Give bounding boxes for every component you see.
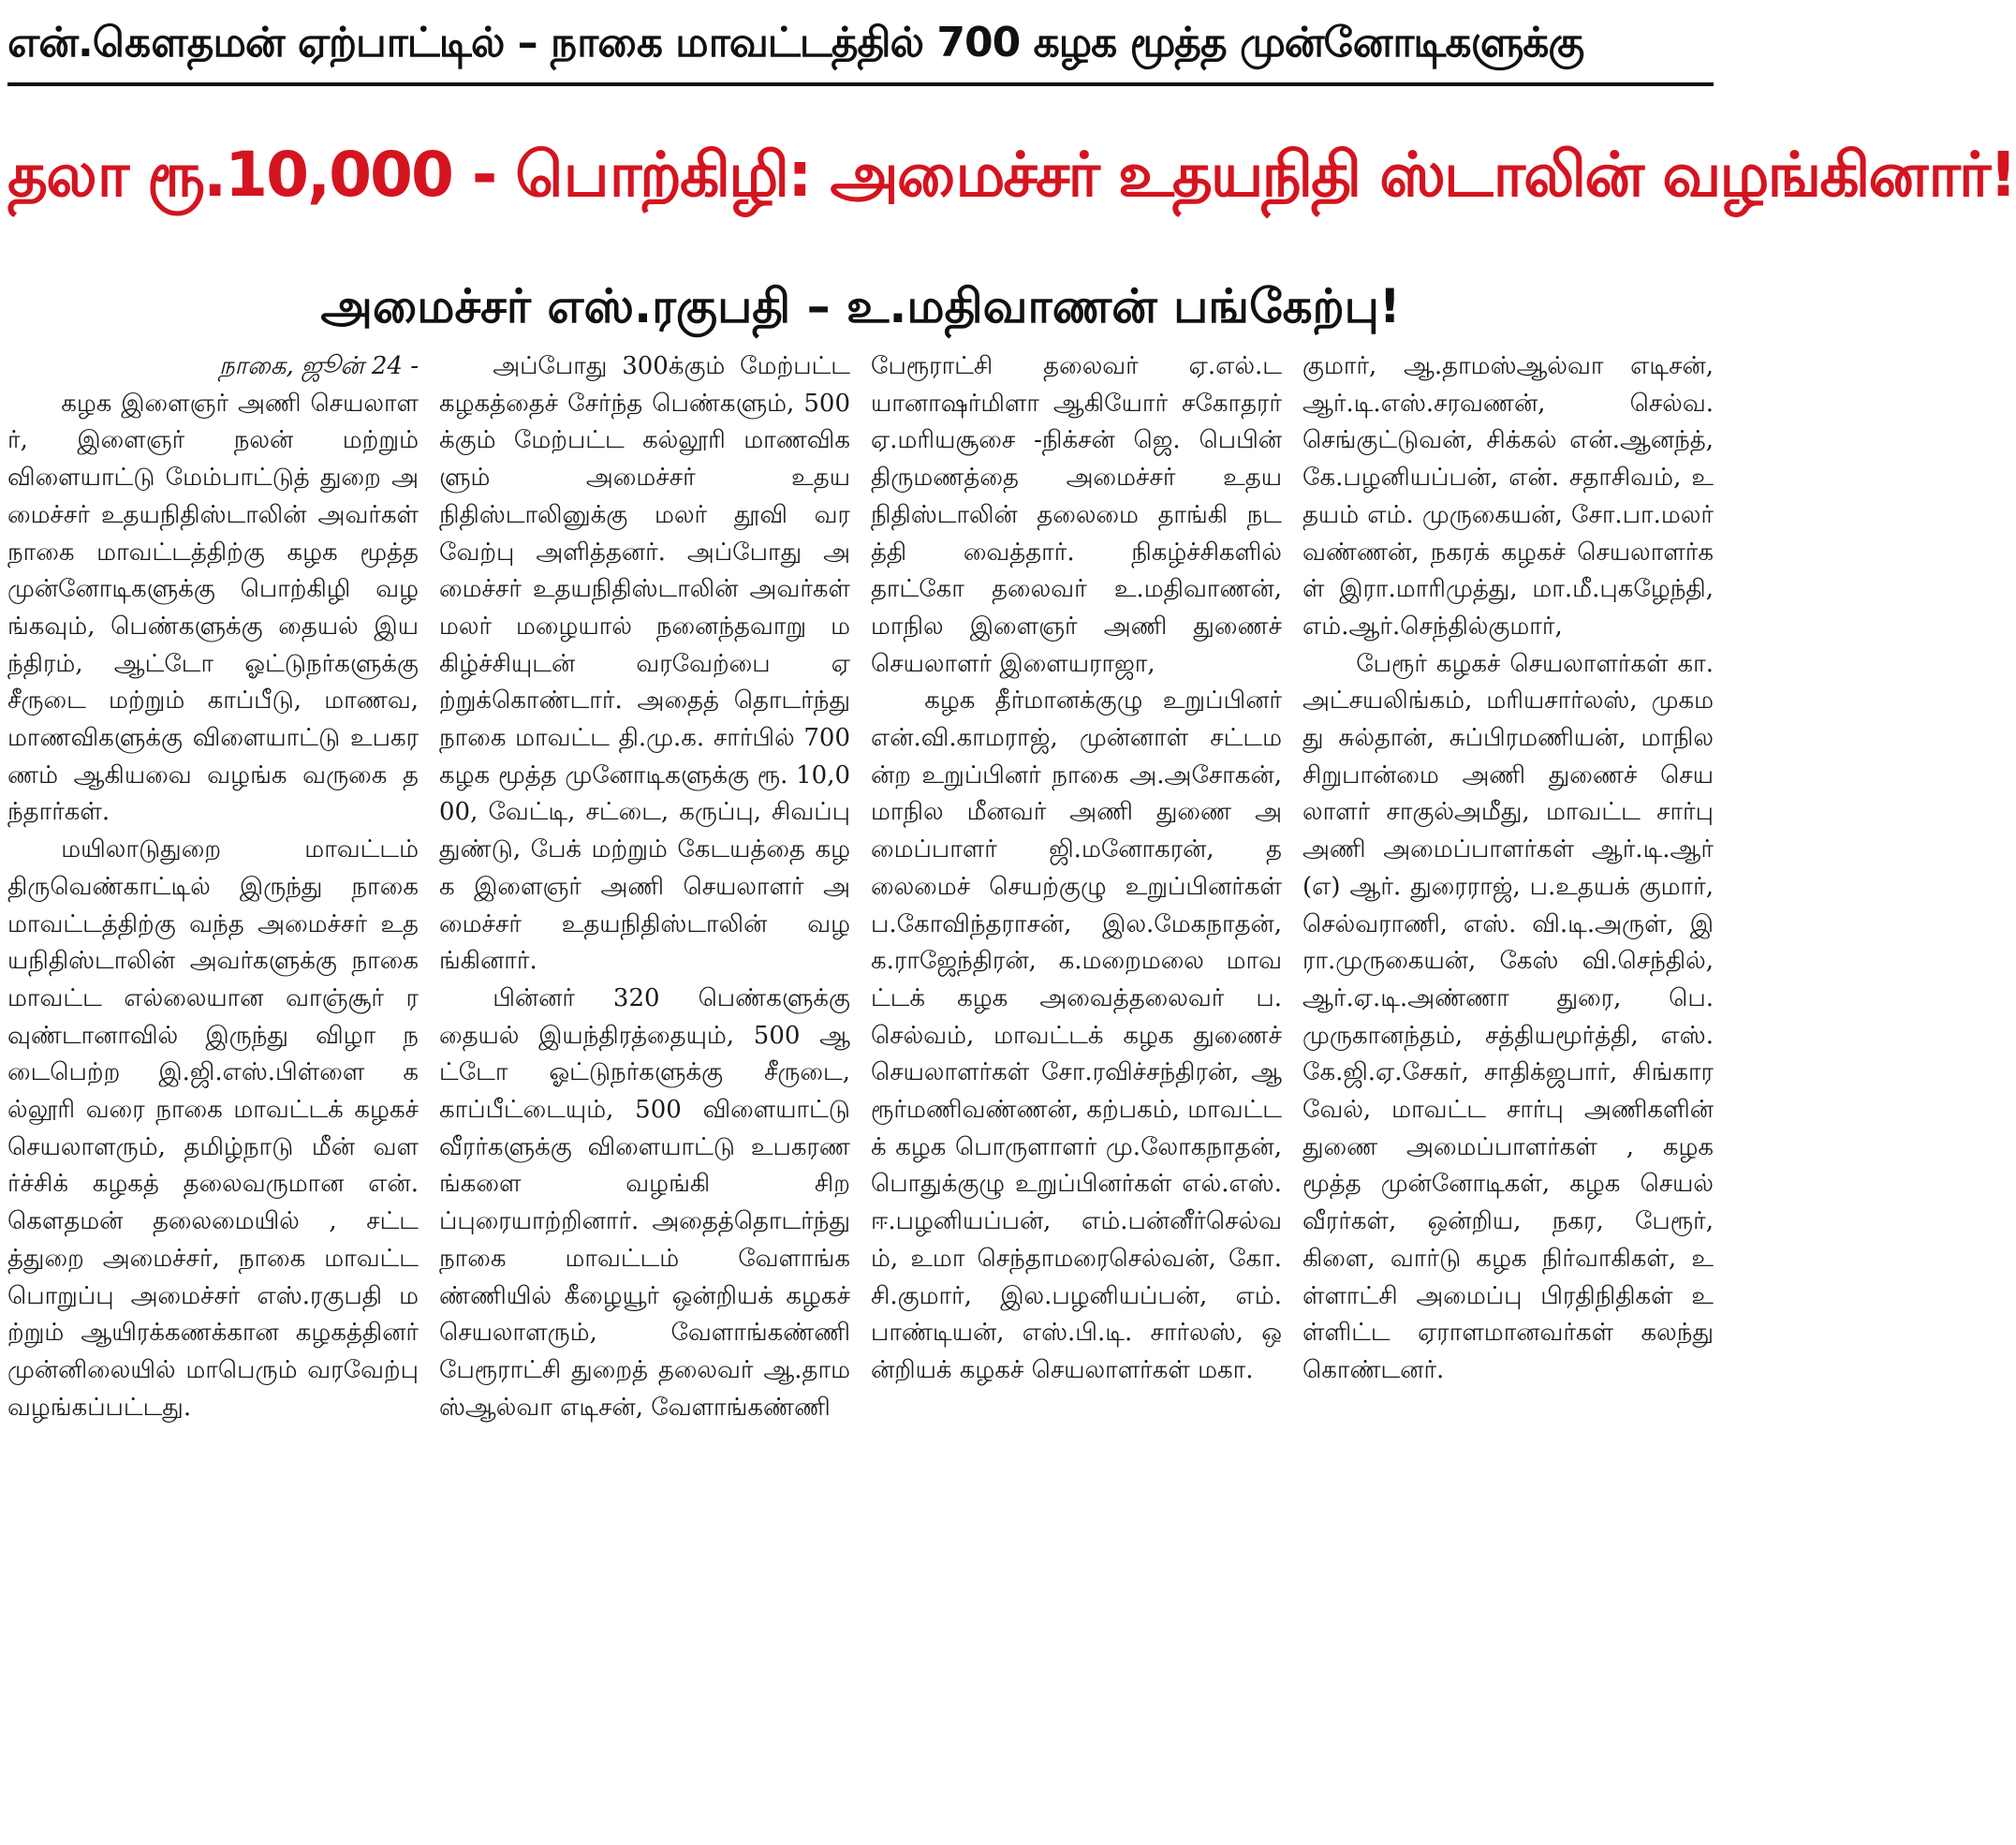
article-column-4 xyxy=(1302,348,1714,1843)
dateline: நாகை, ஜூன் 24 - xyxy=(218,352,419,380)
sub-headline: அமைச்சர் எஸ்.ரகுபதி – உ.மதிவாணன் பங்கேற்பு! xyxy=(320,279,1401,333)
paragraph: அப்போது 300க்கும் மேற்பட்ட கழகத்தைச் சேர்ந்த பெண்களும், 500க்கும் மேற்பட்ட கல்லூரி மாணவிகளும் அமைச்சர் உதயநிதிஸ்டாலினுக்கு மலர் தூவி வரவேற்பு அளித்தனர். அப்போது அமைச்சர் உதயநிதிஸ்டாலின் அவர்கள் மலர் மழையால் நனைந்தவாறு மகிழ்ச்சியுடன் வரவேற்பை ஏற்றுக்கொண்டார். அதைத் தொடர்ந்து நாகை மாவட்ட தி.மு.க. சார்பில் 700 கழக மூத்த முனோடிகளுக்கு ரூ. 10,000, வேட்டி, சட்டை, கருப்பு, சிவப்பு துண்டு, பேக் மற்றும் கேடயத்தை கழக இளைஞர் அணி செயலாளர் அமைச்சர் உதயநிதிஸ்டாலின் வழங்கினார். xyxy=(439,352,850,976)
paragraph: பேரூராட்சி தலைவர் ஏ.எல்.டயானாஷர்மிளா ஆகியோர் சகோதரர் ஏ.மரியசூசை -நிக்சன் ஜெ. பெபின் திருமணத்தை அமைச்சர் உதயநிதிஸ்டாலின் தலைமை தாங்கி நடத்தி வைத்தார். நிகழ்ச்சிகளில் தாட்கோ தலைவர் உ.மதிவாணன், மாநில இளைஞர் அணி துணைச் செயலாளர் இளையராஜா, xyxy=(871,352,1282,678)
paragraph: பின்னர் 320 பெண்களுக்கு தையல் இயந்திரத்தையும், 500 ஆட்டோ ஓட்டுநர்களுக்கு சீருடை, காப்பீட்டையும், 500 விளையாட்டு வீரர்களுக்கு விளையாட்டு உபகரணங்களை வழங்கி சிறப்புரையாற்றினார். அதைத்தொடர்ந்து நாகை மாவட்டம் வேளாங்கண்ணியில் கீழையூர் ஒன்றியக் கழகச் செயலாளரும், வேளாங்கண்ணி பேரூராட்சி துறைத் தலைவர் ஆ.தாமஸ்ஆல்வா எடிசன், வேளாங்கண்ணி xyxy=(439,983,850,1422)
kicker-headline: என்.கௌதமன் ஏற்பாட்டில் – நாகை மாவட்டத்தில் 700 கழக மூத்த முன்னோடிகளுக்கு xyxy=(7,4,1714,86)
article-body xyxy=(7,348,1714,1843)
paragraph: மயிலாடுதுறை மாவட்டம் திருவெண்காட்டில் இருந்து நாகை மாவட்டத்திற்கு வந்த அமைச்சர் உதயநிதிஸ்டாலின் அவர்களுக்கு நாகை மாவட்ட எல்லையான வாஞ்சூர் ரவுண்டானாவில் இருந்து விழா நடைபெற்ற இ.ஜி.எஸ்.பிள்ளை கல்லூரி வரை நாகை மாவட்டக் கழகச் செயலாளரும், தமிழ்நாடு மீன் வளர்ச்சிக் கழகத் தலைவருமான என். கௌதமன் தலைமையில் , சட்டத்துறை அமைச்சர், நாகை மாவட்ட பொறுப்பு அமைச்சர் எஸ்.ரகுபதி மற்றும் ஆயிரக்கணக்கான கழகத்தினர் முன்னிலையில் மாபெரும் வரவேற்பு வழங்கப்பட்டது. xyxy=(7,835,419,1422)
paragraph: குமார், ஆ.தாமஸ்ஆல்வா எடிசன், ஆர்.டி.எஸ்.சரவணன், செல்வ.செங்குட்டுவன், சிக்கல் என்.ஆனந்த், கே.பழனியப்பன், என். சதாசிவம், உதயம் எம். முருகையன், சோ.பா.மலர் வண்ணன், நகரக் கழகச் செயலாளர்கள் இரா.மாரிமுத்து, மா.மீ.புகழேந்தி, எம்.ஆர்.செந்தில்குமார், xyxy=(1302,352,1714,641)
article-column-2 xyxy=(439,348,850,1843)
paragraph: கழக தீர்மானக்குழு உறுப்பினர் என்.வி.காமராஜ், முன்னாள் சட்டமன்ற உறுப்பினர் நாகை அ.அசோகன், மாநில மீனவர் அணி துணை அமைப்பாளர் ஜி.மனோகரன், தலைமைச் செயற்குழு உறுப்பினர்கள் ப.கோவிந்தராசன், இல.மேகநாதன், க.ராஜேந்திரன், க.மறைமலை மாவட்டக் கழக அவைத்தலைவர் ப.செல்வம், மாவட்டக் கழக துணைச் செயலாளர்கள் சோ.ரவிச்சந்திரன், ஆரூர்மணிவண்ணன், கற்பகம், மாவட்டக் கழக பொருளாளர் மு.லோகநாதன், பொதுக்குழு உறுப்பினர்கள் எல்.எஸ்.ஈ.பழனியப்பன், எம்.பன்னீர்செல்வம், உமா செந்தாமரைசெல்வன், கோ.சி.குமார், இல.பழனியப்பன், எம். பாண்டியன், எஸ்.பி.டி. சார்லஸ், ஒன்றியக் கழகச் செயலாளர்கள் மகா. xyxy=(871,686,1282,1384)
article-column-1 xyxy=(7,348,419,1843)
paragraph: கழக இளைஞர் அணி செயலாளர், இளைஞர் நலன் மற்றும் விளையாட்டு மேம்பாட்டுத் துறை அமைச்சர் உதயநிதிஸ்டாலின் அவர்கள் நாகை மாவட்டத்திற்கு கழக மூத்த முன்னோடிகளுக்கு பொற்கிழி வழங்கவும், பெண்களுக்கு தையல் இயந்திரம், ஆட்டோ ஓட்டுநர்களுக்கு சீருடை மற்றும் காப்பீடு, மாணவ, மாணவிகளுக்கு விளையாட்டு உபகரணம் ஆகியவை வழங்க வருகை தந்தார்கள். xyxy=(7,389,419,827)
main-headline: தலா ரூ.10,000 - பொற்கிழி: அமைச்சர் உதயநிதி ஸ்டாலின் வழங்கினார்! xyxy=(7,139,2016,211)
article-column-3 xyxy=(871,348,1282,1843)
paragraph: பேரூர் கழகச் செயலாளர்கள் கா.அட்சயலிங்கம், மரியசார்லஸ், முகமது சுல்தான், சுப்பிரமணியன், மாநில சிறுபான்மை அணி துணைச் செயலாளர் சாகுல்அமீது, மாவட்ட சார்பு அணி அமைப்பாளர்கள் ஆர்.டி.ஆர் (எ) ஆர். துரைராஜ், ப.உதயக் குமார், செல்வராணி, எஸ். வி.டி.அருள், இரா.முருகையன், கேஸ் வி.செந்தில், ஆர்.ஏ.டி.அண்ணா துரை, பெ.முருகானந்தம், சத்தியமூர்த்தி, எஸ். கே.ஜி.ஏ.சேகர், சாதிக்ஜபார், சிங்காரவேல், மாவட்ட சார்பு அணிகளின் துணை அமைப்பாளர்கள் , கழக மூத்த முன்னோடிகள், கழக செயல் வீரர்கள், ஒன்றிய, நகர, பேரூர், கிளை, வார்டு கழக நிர்வாகிகள், உள்ளாட்சி அமைப்பு பிரதிநிதிகள் உள்ளிட்ட ஏராளமானவர்கள் கலந்து கொண்டனர். xyxy=(1302,649,1714,1384)
